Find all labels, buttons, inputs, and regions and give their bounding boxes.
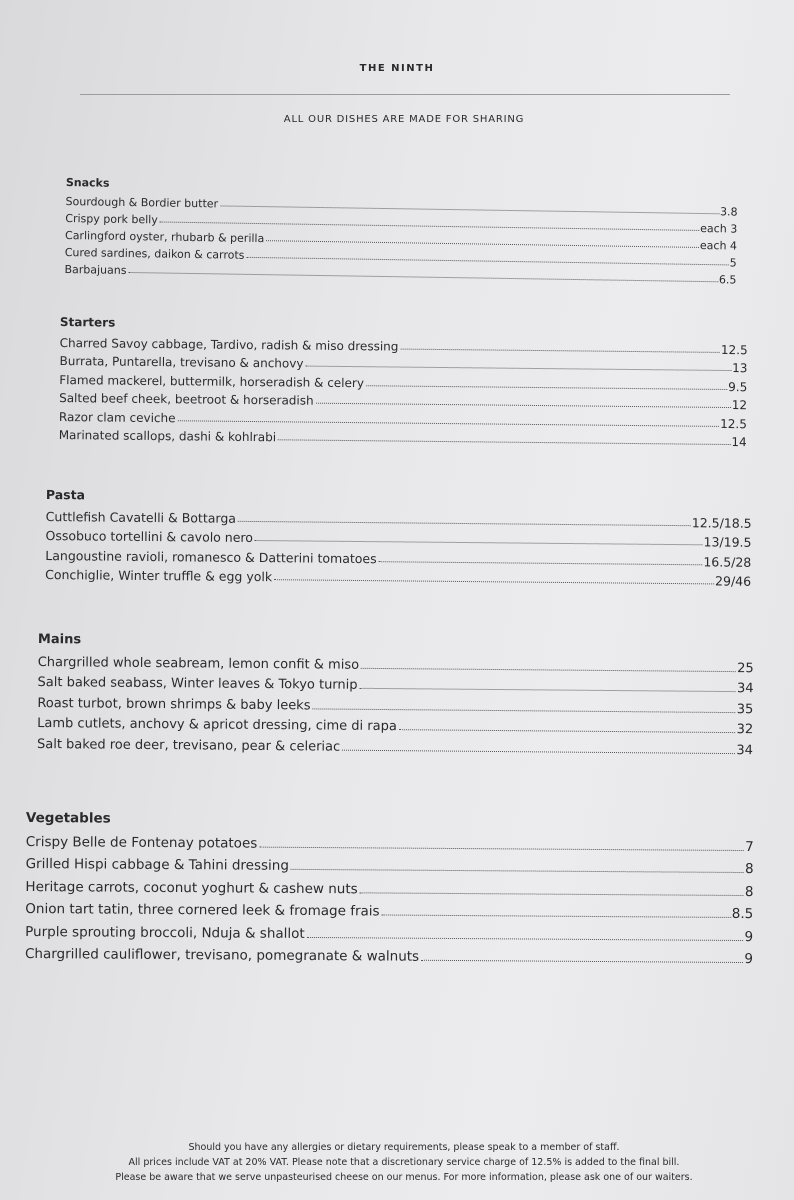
allergy-note: Should you have any allergies or dietary requirements, please speak to a member of staff. [188, 1142, 620, 1153]
item-price: 5 [729, 256, 737, 270]
section-title: Starters [59, 315, 116, 330]
item-name: Purple sprouting broccoli, Nduja & shallot [25, 923, 305, 942]
item-price: 7 [745, 838, 754, 855]
dot-leader [278, 439, 730, 445]
item-price: 34 [736, 681, 754, 697]
item-name: Salted beef cheek, beetroot & horseradish [59, 390, 314, 408]
item-name: Onion tart tatin, three cornered leek & fromage frais [25, 900, 380, 920]
item-price: each 3 [700, 221, 738, 236]
item-name: Grilled Hispi cabbage & Tahini dressing [25, 855, 290, 874]
dot-leader [316, 403, 731, 408]
dot-leader [238, 520, 691, 525]
item-price: 12.5/18.5 [691, 514, 752, 531]
item-name: Roast turbot, brown shrimps & baby leeks [37, 695, 311, 713]
dot-leader [379, 561, 703, 565]
dot-leader [274, 579, 714, 584]
item-price: 8 [744, 883, 754, 900]
dot-leader [400, 348, 720, 352]
item-name: Burrata, Puntarella, trevisano & anchovy [59, 353, 304, 371]
item-price: 32 [736, 722, 754, 738]
dot-leader [366, 385, 727, 390]
dot-leader [259, 846, 744, 850]
section-mains [37, 632, 754, 758]
item-price: 34 [736, 742, 754, 758]
item-name: Sourdough & Bordier butter [65, 194, 219, 211]
header-divider [80, 94, 730, 95]
dot-leader [307, 936, 744, 940]
section-title: Pasta [45, 487, 86, 503]
item-name: Razor clam ceviche [58, 409, 176, 425]
item-name: Chargrilled whole seabream, lemon confit & miso [37, 654, 360, 673]
item-name: Crispy pork belly [65, 211, 158, 227]
item-name: Lamb cutlets, anchovy & apricot dressing, cime di rapa [37, 715, 397, 735]
section-snacks [64, 176, 737, 287]
item-price: 8 [744, 861, 754, 878]
dot-leader [305, 366, 731, 371]
item-price: 12 [731, 398, 748, 413]
footer-notes [0, 1140, 794, 1185]
item-name: Charred Savoy cabbage, Tardivo, radish & miso dressing [59, 335, 399, 354]
dot-leader [360, 892, 744, 896]
section-title: Vegetables [25, 810, 111, 827]
dot-leader [312, 708, 735, 713]
section-vegetables [25, 810, 754, 967]
item-price: 13 [732, 361, 748, 376]
item-price: each 4 [699, 238, 738, 253]
section-pasta [45, 487, 752, 589]
item-price: 3.8 [719, 205, 738, 219]
item-name: Langoustine ravioli, romanesco & Datterini tomatoes [45, 547, 377, 566]
item-name: Heritage carrots, coconut yoghurt & cashew nuts [25, 878, 358, 897]
dot-leader [291, 869, 744, 873]
tagline: ALL OUR DISHES ARE MADE FOR SHARING [283, 114, 525, 125]
item-name: Barbajuans [64, 262, 127, 277]
item-name: Salt baked roe deer, trevisano, pear & celeriac [36, 736, 341, 755]
item-name: Ossobuco tortellini & cavolo nero [45, 527, 254, 545]
dot-leader [361, 667, 736, 671]
item-name: Salt baked seabass, Winter leaves & Tokyo turnip [37, 674, 358, 693]
item-price: 8.5 [731, 905, 754, 923]
item-name: Marinated scallops, dashi & kohlrabi [58, 427, 277, 445]
item-price: 12.5 [720, 342, 748, 357]
dot-leader [128, 272, 717, 282]
item-price: 25 [737, 660, 754, 676]
cheese-note: Please be aware that we serve unpasteurised cheese on our menus. For more information, please ask one of our waiters. [115, 1172, 693, 1183]
item-price: 14 [731, 435, 747, 450]
restaurant-name: THE NINTH [359, 63, 435, 74]
vat-note: All prices include VAT at 20% VAT. Please note that a discretionary service charge of 12.5% is added to the final bill. [128, 1157, 680, 1168]
item-price: 6.5 [718, 273, 737, 287]
dot-leader [360, 688, 736, 692]
item-price: 29/46 [715, 573, 752, 589]
dot-leader [382, 914, 731, 917]
section-starters [59, 315, 748, 449]
item-price: 9.5 [728, 379, 748, 394]
item-price: 9 [744, 928, 754, 945]
item-name: Cured sardines, daikon & carrots [64, 245, 245, 262]
item-price: 16.5/28 [703, 553, 752, 570]
item-name: Chargrilled cauliflower, trevisano, pomegranate & walnuts [24, 945, 420, 965]
item-name: Carlingford oyster, rhubarb & perilla [64, 228, 265, 246]
item-price: 9 [744, 951, 754, 968]
item-name: Conchiglie, Winter truffle & egg yolk [45, 566, 273, 585]
menu-item [25, 939, 753, 967]
item-name: Cuttlefish Cavatelli & Bottarga [45, 508, 237, 526]
item-name: Crispy Belle de Fontenay potatoes [25, 833, 258, 852]
dot-leader [342, 749, 735, 753]
item-name: Flamed mackerel, buttermilk, horseradish & celery [59, 372, 365, 390]
item-price: 13/19.5 [703, 534, 752, 550]
item-price: 12.5 [720, 416, 747, 431]
dot-leader [255, 540, 703, 545]
dot-leader [421, 960, 743, 963]
dot-leader [399, 729, 736, 733]
item-price: 35 [736, 701, 754, 717]
section-title: Mains [37, 632, 82, 648]
section-title: Snacks [65, 176, 110, 190]
